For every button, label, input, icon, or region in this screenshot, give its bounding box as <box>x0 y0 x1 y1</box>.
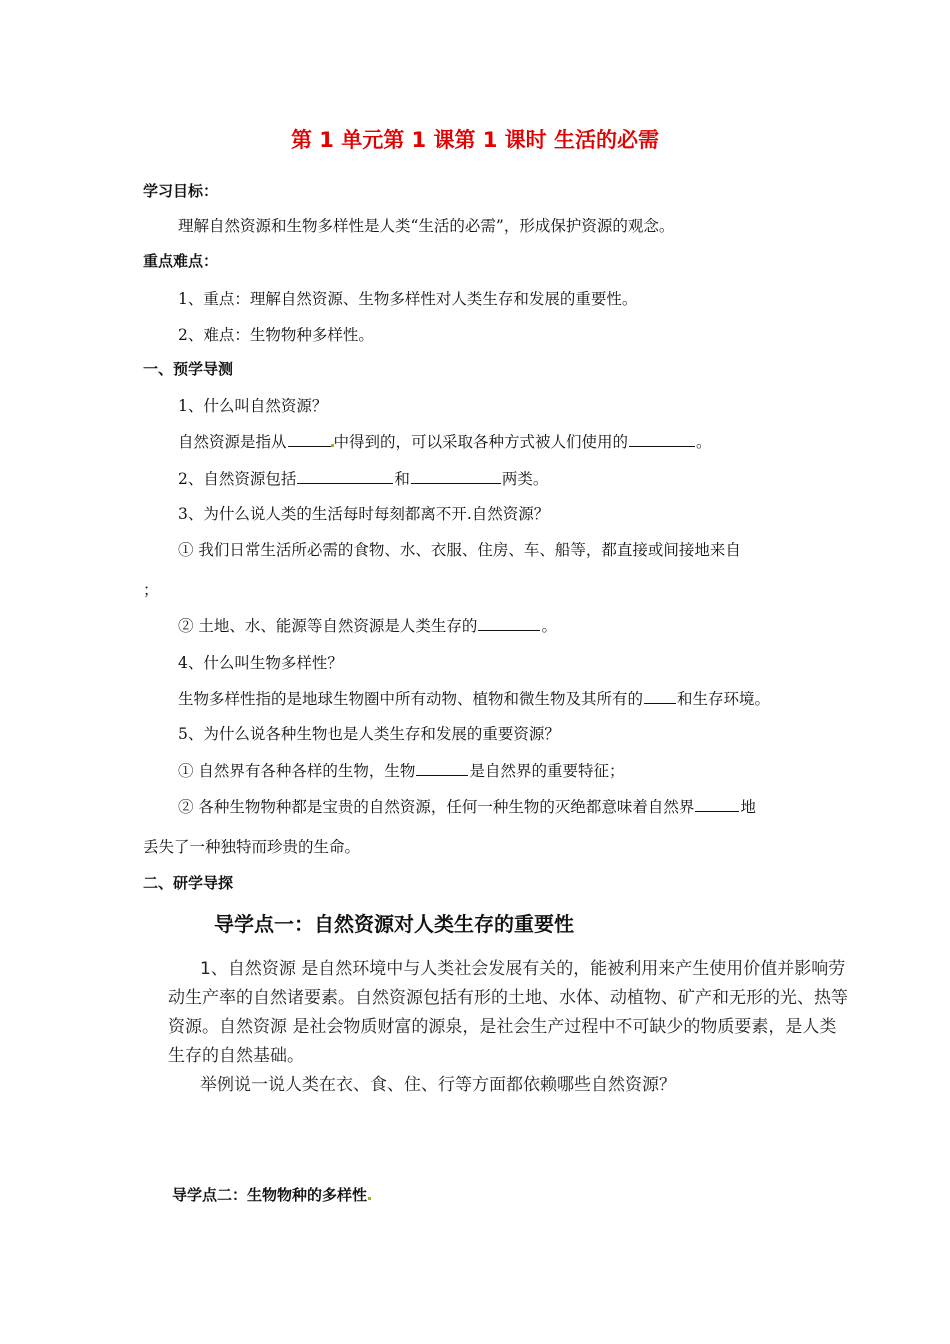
question-4: 4、什么叫生物多样性？ <box>178 654 343 672</box>
question-2-text-c: 两类。 <box>501 470 549 488</box>
question-3-answer-1: ① 我们日常生活所必需的食物、水、衣服、住房、车、船等，都直接或间接地来自 <box>178 541 741 559</box>
question-5-answer-1-text-b: 是自然界的重要特征； <box>469 762 625 780</box>
answer-1-text-a: 自然资源是指从 <box>178 433 287 451</box>
answer-4-text-b: 和生存环境。 <box>677 690 771 708</box>
question-2-text-a: 2、自然资源包括 <box>178 470 297 488</box>
goals-heading: 学习目标： <box>143 182 219 200</box>
key-point-2: 2、难点：生物物种多样性。 <box>178 326 374 344</box>
guide-point-2-text: 导学点二：生物物种的多样性 <box>172 1186 368 1204</box>
question-5-answer-2-text-a: ② 各种生物物种都是宝贵的自然资源，任何一种生物的灭绝都意味着自然界 <box>178 798 695 816</box>
question-5-answer-2-text-b: 地 <box>740 798 756 816</box>
paragraph-1-line-3: 资源。自然资源 是社会物质财富的源泉，是社会生产过程中不可缺少的物质要素，是人类 <box>168 1017 837 1037</box>
answer-1 <box>178 430 712 452</box>
question-5-answer-2 <box>178 795 756 817</box>
answer-4-text-a: 生物多样性指的是地球生物圈中所有动物、植物和微生物及其所有的 <box>178 690 644 708</box>
guide-point-1-heading: 导学点一：自然资源对人类生存的重要性 <box>214 912 574 936</box>
question-1: 1、什么叫自然资源？ <box>178 397 328 415</box>
answer-4 <box>178 687 770 709</box>
fill-blank[interactable] <box>695 797 739 812</box>
paragraph-1-line-4: 生存的自然基础。 <box>168 1046 304 1066</box>
key-points-heading: 重点难点： <box>143 252 219 270</box>
fill-blank[interactable] <box>297 469 393 484</box>
question-3-answer-2-text: ② 土地、水、能源等自然资源是人类生存的 <box>178 617 478 635</box>
question-5-answer-2-continued: 丢失了一种独特而珍贵的生命。 <box>143 838 361 856</box>
fill-blank[interactable] <box>629 432 695 447</box>
question-5: 5、为什么说各种生物也是人类生存和发展的重要资源？ <box>178 725 560 743</box>
key-point-1: 1、重点：理解自然资源、生物多样性对人类生存和发展的重要性。 <box>178 290 638 308</box>
paragraph-1-line-1: 1、自然资源 是自然环境中与人类社会发展有关的，能被利用来产生使用价值并影响劳 <box>200 959 846 979</box>
preview-heading: 一、预学导测 <box>143 360 234 378</box>
paragraph-2: 举例说一说人类在衣、食、住、行等方面都依赖哪些自然资源？ <box>200 1075 676 1095</box>
guide-point-2-heading <box>172 1184 371 1205</box>
question-3-answer-2-end: 。 <box>541 617 557 635</box>
question-3-answer-1-end: ； <box>143 581 159 599</box>
fill-blank[interactable] <box>478 616 540 631</box>
page-title: 第 1 单元第 1 课第 1 课时 生活的必需 <box>290 128 659 152</box>
question-2 <box>178 467 548 489</box>
fill-blank[interactable] <box>644 689 676 704</box>
question-3: 3、为什么说人类的生活每时每刻都离不开.自然资源？ <box>178 505 550 523</box>
answer-1-end: 。 <box>696 433 712 451</box>
fill-blank[interactable] <box>288 432 332 447</box>
answer-1-text-b: 中得到的，可以采取各种方式被人们使用的 <box>333 433 629 451</box>
question-5-answer-1 <box>178 759 624 781</box>
paragraph-1-line-2: 动生产率的自然诸要素。自然资源包括有形的土地、水体、动植物、矿产和无形的光、热等 <box>168 988 848 1008</box>
question-2-text-b: 和 <box>394 470 410 488</box>
goals-text: 理解自然资源和生物多样性是人类“生活的必需”，形成保护资源的观念。 <box>178 217 675 235</box>
fill-blank[interactable] <box>411 469 501 484</box>
question-5-answer-1-text-a: ① 自然界有各种各样的生物，生物 <box>178 762 416 780</box>
research-heading: 二、研学导探 <box>143 874 234 892</box>
fill-blank[interactable] <box>416 761 468 776</box>
marker-dot <box>368 1197 371 1200</box>
question-3-answer-2 <box>178 614 557 636</box>
